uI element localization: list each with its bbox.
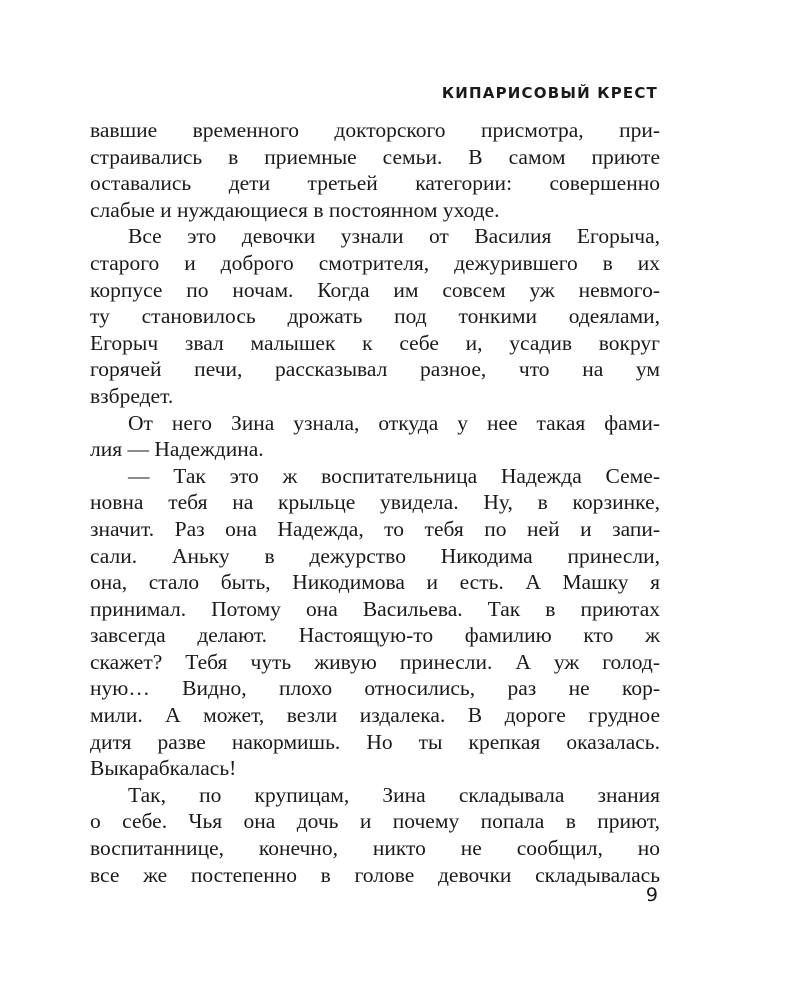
text-line: Все это девочки узнали от Василия Егорыча, <box>128 224 660 249</box>
text-line: От него Зина узнала, откуда у нее такая фами- <box>128 410 660 435</box>
text-line: скажет? Тебя чуть живую принесли. А уж голод- <box>90 649 660 674</box>
text-line: значит. Раз она Надежда, то тебя по ней и запи- <box>90 516 660 541</box>
text-line: лия — Надеждина. <box>90 437 264 462</box>
text-line: взбредет. <box>90 383 174 408</box>
text-line: мили. А может, везли издалека. В дороге грудное <box>90 703 660 728</box>
text-line: старого и доброго смотрителя, дежурившего в их <box>90 250 660 275</box>
text-line: вавшие временного докторского присмотра, при- <box>90 118 660 142</box>
text-line: Егорыч звал малышек к себе и, усадив вокруг <box>90 330 660 355</box>
text-line: ту становилось дрожать под тонкими одеялами, <box>90 304 660 329</box>
text-line: дитя разве накормишь. Но ты крепкая оказалась. <box>90 729 660 754</box>
text-line: сали. Аньку в дежурство Никодима принесли, <box>90 543 660 568</box>
running-header-title: КИПАРИСОВЫЙ КРЕСТ <box>441 84 658 102</box>
text-line: страивались в приемные семьи. В самом приюте <box>90 144 660 169</box>
body-text <box>90 117 660 888</box>
text-line: — Так это ж воспитательница Надежда Семе- <box>128 463 660 488</box>
text-line: горячей печи, рассказывал разное, что на ум <box>90 357 660 382</box>
text-line: оставались дети третьей категории: совершенно <box>90 171 660 196</box>
text-line: новна тебя на крыльце увидела. Ну, в корзинке, <box>90 490 660 515</box>
text-line: завсегда делают. Настоящую-то фамилию кто ж <box>90 623 660 648</box>
text-line: Выкарабкалась! <box>90 756 237 781</box>
text-line: все же постепенно в голове девочки складывалась <box>90 862 660 887</box>
text-line: принимал. Потому она Васильева. Так в приютах <box>90 596 660 621</box>
text-line: она, стало быть, Никодимова и есть. А Машку я <box>90 570 660 595</box>
text-line: о себе. Чья она дочь и почему попала в приют, <box>90 809 660 834</box>
text-line: ную… Видно, плохо относились, раз не кор- <box>90 676 660 701</box>
text-line: слабые и нуждающиеся в постоянном уходе. <box>90 197 500 222</box>
page-number: 9 <box>645 884 658 906</box>
text-line: воспитаннице, конечно, никто не сообщил, но <box>90 836 660 861</box>
text-line: корпусе по ночам. Когда им совсем уж невмого- <box>90 277 660 302</box>
text-line: Так, по крупицам, Зина складывала знания <box>128 782 660 807</box>
